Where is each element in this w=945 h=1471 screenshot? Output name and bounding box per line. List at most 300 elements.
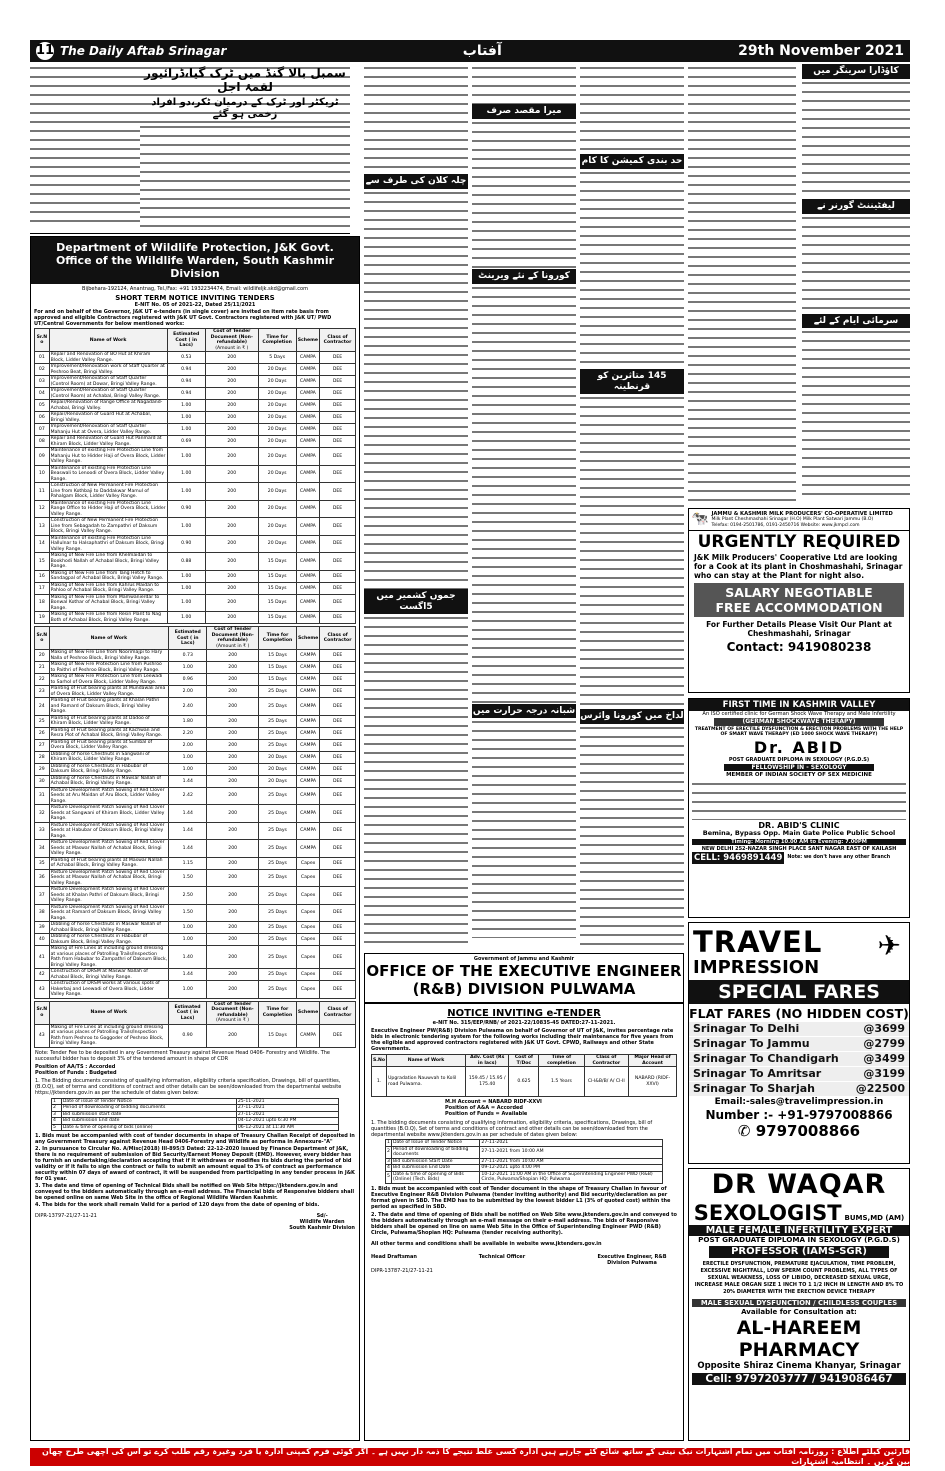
table-cell: 15 Days xyxy=(258,553,296,571)
table-cell: Construction of DRSM at Maswar Nallah of Achabal Block, Bringi Valley Range. xyxy=(49,969,169,981)
table-row xyxy=(35,364,356,376)
table-cell: Maintenance of existing Fire Protection Line from Mahanju Hut to Hidder Haji of Overa Block, Lidder Valley Range. xyxy=(50,448,166,465)
table-header-cell: Class of Contractor xyxy=(320,1001,356,1024)
table-cell: 25 Days xyxy=(259,787,297,805)
table-cell: 200 xyxy=(205,535,258,553)
wildlife-dipr: DIPR-13797-21/27-11-21 xyxy=(35,1213,97,1220)
table-row xyxy=(35,518,356,536)
masthead xyxy=(30,40,910,62)
table-cell: 20 Days xyxy=(258,412,296,424)
schedule-cell: Period of downloading of bidding documents xyxy=(391,1146,479,1158)
table-cell: 200 xyxy=(207,686,259,698)
table-cell: 0.69 xyxy=(167,436,205,448)
article-body xyxy=(364,614,468,944)
table-cell: 15 Days xyxy=(259,674,297,686)
table-cell: 1.00 xyxy=(169,981,207,999)
heading-145: 145 متاثرین کو قرنطینہ xyxy=(580,369,684,395)
table-cell: 25 Days xyxy=(259,869,297,887)
abid-cell: CELL: 9469891449 xyxy=(694,853,783,864)
rb-notice-title: NOTICE INVITING e-TENDER xyxy=(447,1008,601,1019)
table-cell: 5 Days xyxy=(258,352,296,364)
table-cell: 25 Days xyxy=(259,822,297,840)
table-cell: 34 xyxy=(35,840,50,858)
waqar-available: Available for Consultation at: xyxy=(741,1308,857,1317)
article-body xyxy=(580,394,684,709)
table-cell: Making of Fire Lines at including ground dressing at various places of Patrolling Trails/Inspection Path from Peshroo to Goggoder of Peshroo Block, Bringi Valley Range. xyxy=(49,1024,168,1047)
table-cell: DEE xyxy=(320,388,356,400)
rb-govt: Government of Jammu and Kashmir xyxy=(473,956,575,962)
rb-terms xyxy=(365,1184,683,1240)
table-cell: 1.00 xyxy=(167,582,205,594)
table-cell: 31 xyxy=(35,787,50,805)
table-cell: Improvement/Renovation of Staff Quarter (Control Room) at Dowar, Bringi Valley Range. xyxy=(49,376,167,388)
table-cell: 200 xyxy=(205,448,258,466)
table-cell: Planting of Fruit bearing plants at Mundawali area of Overa Block, Lidder Valley Range. xyxy=(49,686,169,698)
table-cell: 200 xyxy=(205,400,258,412)
table-cell: 1.00 xyxy=(167,465,205,483)
table-cell: 15 Days xyxy=(258,612,296,624)
table-cell: DEE xyxy=(320,739,356,751)
table-cell: CAMPA xyxy=(296,570,319,582)
table-cell: Dibbling of horse Chestnuts in Maswar Nallah of Achabal Block, Bringi Valley Range. xyxy=(49,922,169,934)
table-cell: DEE xyxy=(320,869,356,887)
table-cell: 2.00 xyxy=(169,739,207,751)
table-cell: 0.94 xyxy=(167,388,205,400)
table-row xyxy=(35,840,356,858)
table-cell: Capex xyxy=(296,946,319,969)
table-cell: 200 xyxy=(207,887,259,905)
table-cell: 1.50 xyxy=(169,904,207,922)
table-header-cell: Time of completion xyxy=(539,1055,584,1067)
table-cell: 2.00 xyxy=(169,686,207,698)
wildlife-dept-banner xyxy=(31,237,359,284)
table-cell: DEE xyxy=(320,787,356,805)
schedule-cell: 04-12-2021 upto 6:30 PM xyxy=(236,1118,338,1125)
table-cell: DEE xyxy=(320,364,356,376)
table-cell: 200 xyxy=(207,857,259,869)
table-cell: 1.00 xyxy=(167,594,205,612)
table-cell: Pasture Development Patch Sowing of Red Clover Seeds at Maswar Nallah of Achabal Block, Bringi Valley Range. xyxy=(49,869,169,887)
table-header-cell: Cost of T/Doc xyxy=(509,1055,539,1067)
wildlife-pos-funds: Position of Funds : Budgeted xyxy=(35,1069,117,1076)
amount-label: (Amount in ₹ ) xyxy=(215,345,249,351)
table-cell: 37 xyxy=(35,887,50,905)
table-cell: 1.50 xyxy=(169,869,207,887)
table-cell: DEE xyxy=(320,775,356,787)
table-cell: Capex xyxy=(296,981,319,999)
table-cell: 03 xyxy=(35,376,50,388)
table-row xyxy=(35,674,356,686)
table-cell: CAMPA xyxy=(296,424,319,436)
heading-lt-gov: لیفٹیننٹ گورنر نے xyxy=(802,199,910,214)
table-cell: Maintenance of existing Fire Protection Line Hallulnar to Halsaphathri of Daksum Block, Bringi Valley Range. xyxy=(49,535,167,553)
table-cell: 200 xyxy=(205,582,258,594)
table-cell: Upgradation Nauwvah to Kolil road Pulwama. xyxy=(387,1067,466,1097)
term-item: 3. The date and time of opening of Technical Bids shall be notified on Web Site https://jktenders.gov.in and conveyed to the bidders automatically through an e-mail address. The Financial bids of Responsive bidders shall be opened online on same Web Site in the office of Regional Wildlife Warden Kashmir. xyxy=(35,1183,355,1202)
travel-number: Number :- +91-9797008866 xyxy=(705,1107,893,1122)
table-cell: 25 Days xyxy=(259,904,297,922)
table-header-cell: Scheme xyxy=(296,627,319,650)
table-cell: Repair/Renovation of Range Office at Nagadand-Achabal, Bringi Valley. xyxy=(49,400,167,412)
table-cell: 0.625 xyxy=(509,1067,539,1097)
abid-name: Dr. ABID xyxy=(753,737,845,757)
meta-line: Position of Funds = Available xyxy=(445,1111,528,1117)
table-cell: 1.00 xyxy=(169,763,207,775)
table-header-cell: Cost of Tender Document (Non-refundable) (Amount in ₹ ) xyxy=(207,1001,259,1024)
table-cell: Making of New Fire Line from Kahrus Maidan to Pahloo of Achabal Block, Bringi Valley Range. xyxy=(49,582,167,594)
table-cell: Repair and Renovation of Guard Hut Panmard at Khiram Block, Lidder Valley Range. xyxy=(49,436,167,448)
airplane-icon: ✈ xyxy=(877,929,901,962)
table-cell: 1.00 xyxy=(167,483,205,501)
table-cell: 23 xyxy=(35,686,50,698)
table-row xyxy=(35,388,356,400)
table-cell: DEE xyxy=(320,594,356,612)
table-cell: 1.44 xyxy=(169,822,207,840)
schedule-cell: 4 xyxy=(387,1165,390,1170)
table-cell: 200 xyxy=(205,436,258,448)
table-cell: 200 xyxy=(205,412,258,424)
article-body xyxy=(140,123,350,234)
table-cell: CAMPA xyxy=(296,448,319,466)
table-cell: CAMPA xyxy=(296,650,319,662)
table-cell: DEE xyxy=(320,887,356,905)
article-body xyxy=(580,64,684,154)
table-cell: CAMPA xyxy=(296,763,319,775)
table-cell: 159.45 / 15.95 / 175.40 xyxy=(466,1067,509,1097)
table-cell: Capex xyxy=(296,969,319,981)
sign-line: Wildlife Warden xyxy=(299,1219,345,1226)
heading-temperature: شبانہ درجہ حرارت میں xyxy=(472,704,576,719)
table-cell: 1.00 xyxy=(167,412,205,424)
table-row xyxy=(35,662,356,674)
table-cell: 25 xyxy=(35,715,50,727)
schedule-cell: Date & time of opening of Bids (Online) (Tech. Bids) xyxy=(391,1171,479,1183)
table-cell: CAMPA xyxy=(296,662,319,674)
travel-flat: FLAT FARES (NO HIDDEN COST) xyxy=(689,1006,909,1021)
table-cell: 43 xyxy=(35,1024,50,1047)
table-cell: DEE xyxy=(320,822,356,840)
table-cell: DEE xyxy=(320,465,356,483)
table-cell: 20 Days xyxy=(258,424,296,436)
wildlife-table-2 xyxy=(34,626,356,999)
table-cell: Making of New Fire Line from Noorimajpi to Hary Nalla of Peshroo Block, Bringi Valley Range. xyxy=(49,650,169,662)
term-item: 4. The bids for the work shall remain Valid for a period of 120 days from the date of opening of bids. xyxy=(35,1202,320,1209)
table-header-cell: Sr.N o xyxy=(35,1001,50,1024)
table-cell: 43 xyxy=(35,981,50,999)
schedule-cell: Bid submission start date xyxy=(61,1111,236,1118)
table-cell: 25 Days xyxy=(259,887,297,905)
table-cell: 2.40 xyxy=(169,698,207,716)
table-row xyxy=(35,424,356,436)
wildlife-dept-title: Department of Wildlife Protection, J&K Govt. xyxy=(56,241,334,254)
table-cell: Pasture Development Patch Sowing of Red Clover Seeds at Khalan Pathri of Daksum Block, Bringi Valley Range. xyxy=(49,887,169,905)
table-cell: CAMPA xyxy=(296,751,319,763)
table-cell: CAMPA xyxy=(296,594,319,612)
table-cell: 20 Days xyxy=(258,500,296,518)
table-header-cell: Time for Completion xyxy=(259,1001,297,1024)
table-row xyxy=(35,698,356,716)
table-cell: Improvement/Renovation of Staff Quarter (Control Room) at Achabal, Bringi Valley Range. xyxy=(49,388,167,400)
schedule-cell: Bid submission End date xyxy=(61,1118,236,1125)
table-header-cell: Estimated Cost ( in Lacs) xyxy=(167,329,205,352)
wildlife-schedule-table xyxy=(51,1098,339,1132)
schedule-cell: 4 xyxy=(52,1118,62,1125)
table-cell: Dibbling of horse Chestnuts in Sangwani of Khiram Block, Lidder Valley Range. xyxy=(49,751,169,763)
table-cell: 20 Days xyxy=(258,483,296,501)
table-cell: 200 xyxy=(205,594,258,612)
table-cell: 02 xyxy=(35,364,50,376)
wildlife-enit: E-NIT No. 05 of 2021-22, Dated 25/11/2021 xyxy=(134,302,256,309)
table-cell: CAMPA xyxy=(296,805,319,823)
table-cell: 22 xyxy=(35,674,50,686)
table-cell: CAMPA xyxy=(296,500,319,518)
table-cell: 16 xyxy=(35,570,50,582)
table-cell: DEE xyxy=(320,483,356,501)
rb-sign-ee: Executive Engineer, R&B Division Pulwama xyxy=(597,1253,667,1266)
milk-details: For Further Details Please Visit Our Plant at Cheshmashahi, Srinagar xyxy=(706,620,892,639)
meta-line: Position of A&A = Accorded xyxy=(445,1105,523,1111)
table-cell: DEE xyxy=(320,698,356,716)
table-cell: 200 xyxy=(207,715,259,727)
table-cell: 1. xyxy=(372,1067,387,1097)
table-cell: 200 xyxy=(207,922,259,934)
table-cell: Capex xyxy=(296,904,319,922)
page-number: 11 xyxy=(35,43,55,59)
table-cell: 15 Days xyxy=(258,570,296,582)
travel-title-1: TRAVEL xyxy=(693,925,823,959)
table-cell: DEE xyxy=(320,352,356,364)
table-cell: 200 xyxy=(207,674,259,686)
table-cell: 25 Days xyxy=(259,857,297,869)
table-cell: DEE xyxy=(320,969,356,981)
table-cell: Pasture Development Patch Sowing of Red Clover Seeds at Habubar of Daksum Block, Bringi Valley Range. xyxy=(49,822,169,840)
table-cell: 15 Days xyxy=(258,582,296,594)
rb-work-table xyxy=(371,1054,677,1097)
waqar-pharmacy: AL-HAREEM PHARMACY xyxy=(736,1316,862,1361)
table-cell: Making of New Fire Line from Tang Hetch to Sandagpal of Achabal Block, Bringi Valley Range. xyxy=(49,570,167,582)
table-header-cell: Name of Work xyxy=(49,329,167,352)
travel-impression-ad xyxy=(688,922,910,1164)
table-header-cell: Class of Contractor xyxy=(320,627,356,650)
table-cell: DEE xyxy=(320,582,356,594)
term-item: 2. The date and time of opening of Bids shall be notified on Web Site www.jktenders.gov.in and conveyed to the bidders automatically through an e-mail message on their e-mail address. The bids of Responsive bidders shall be opened on line on same Web Site in the Office of Superintending Engineer PWD (R&B) Circle, Pulwama/Shopian HQ: Pulwama (tender receiving authority). xyxy=(371,1211,677,1236)
table-header-cell: Scheme xyxy=(296,329,319,352)
table-cell: DEE xyxy=(320,553,356,571)
table-cell: Pasture Development Patch Sowing of Red Clover Seeds at Sangwani of Khiram Block, Lidder Valley Range. xyxy=(49,805,169,823)
rb-all-terms: All other terms and conditions shall be available in website www.jktenders.gov.in xyxy=(371,1240,602,1247)
article-body xyxy=(472,284,576,704)
table-row xyxy=(35,1024,356,1047)
whatsapp-icon: ✆ xyxy=(737,1122,756,1141)
milk-headline: URGENTLY REQUIRED xyxy=(697,532,901,553)
wildlife-intro: For and on behalf of the Governor, J&K UT e-tenders (in single cover) are invited on item rate basis from approved and eligible Contractors registered with J&K UT Govt. Contractors registered with J&K UT/ PWD UT/Central Governments for below mentioned works: xyxy=(34,309,332,328)
fare-route: Srinagar To Chandigarh xyxy=(693,1052,839,1065)
table-row xyxy=(35,934,356,946)
table-cell: Making of New Fire Protection Line from Pushroo to Paithri of Peshroo Block, Bringi Valley Range. xyxy=(49,662,169,674)
table-cell: Making of New Fire Line from Mamwanierdar to Bonwal Kothar of Achabal Block, Bringi Valley Range. xyxy=(49,594,167,612)
table-cell: Dibbling of horse Chestnuts in Habubar of Daksum Block, Bringi Valley Range. xyxy=(49,934,169,946)
table-row xyxy=(35,594,356,612)
table-cell: CAMPA xyxy=(296,698,319,716)
article-body xyxy=(802,79,910,199)
article-body xyxy=(364,64,468,174)
table-cell: 200 xyxy=(207,763,259,775)
rb-title-1: OFFICE OF THE EXECUTIVE ENGINEER xyxy=(366,962,682,980)
table-cell: DEE xyxy=(320,763,356,775)
abid-treatment: TREATMENT OF ERECTILE DYSFUNCTION & ERECTION PROBLEMS WITH THE HELP OF SMART WAVE THERAPY (ED 1000 SHOCK WAVE THERAPY) xyxy=(694,726,904,738)
table-cell: 20 Days xyxy=(258,436,296,448)
table-cell: DEE xyxy=(320,662,356,674)
table-cell: 200 xyxy=(205,500,258,518)
table-cell: 32 xyxy=(35,805,50,823)
waqar-msd: MALE SEXUAL DYSFUNCTION / CHILDLESS COUPLES xyxy=(692,1299,906,1307)
rb-sign-technical: Technical Officer xyxy=(478,1253,526,1260)
whatsapp-number: 9797008866 xyxy=(755,1122,861,1141)
table-cell: DEE xyxy=(320,1024,356,1047)
table-header-cell: Adv. Cost (Rs in lacs) xyxy=(466,1055,509,1067)
sign-line: South Kashmir Division xyxy=(289,1225,355,1232)
table-cell: CAMPA xyxy=(296,388,319,400)
sign-line: Sd/- xyxy=(316,1213,328,1220)
table-cell: 200 xyxy=(207,1024,259,1047)
table-cell: CAMPA xyxy=(296,582,319,594)
table-cell: 20 Days xyxy=(258,518,296,536)
abid-pgds: POST GRADUATE DIPLOMA IN SEXOLOGY (P.G.D.S) xyxy=(728,756,870,763)
news-truck-accident xyxy=(30,64,350,234)
table-cell: 0.73 xyxy=(169,650,207,662)
headline-truck: سمبل بالا گنڈ میں ٹرک گیا،ڈرائیور لقمۂ اجل xyxy=(144,66,346,95)
heading-covid-variant: کورونا کے نئے ویرینٹ xyxy=(472,269,576,284)
table-cell: 1.00 xyxy=(167,448,205,466)
table-cell: 200 xyxy=(207,969,259,981)
rb-sign-draftsman: Head Draftsman xyxy=(371,1253,417,1260)
fare-route: Srinagar To Jammu xyxy=(693,1037,810,1050)
table-cell: DEE xyxy=(320,612,356,624)
fare-price: @22500 xyxy=(855,1082,905,1095)
table-row xyxy=(35,582,356,594)
table-row xyxy=(35,500,356,518)
article-body xyxy=(580,724,684,949)
fare-row xyxy=(689,1067,909,1081)
table-cell: Maintenance of existing Fire Protection Line Range Office to Hidder Haji of Overa Block, Lidder Valley Range. xyxy=(50,500,166,517)
fare-price: @2799 xyxy=(863,1037,905,1050)
schedule-cell: 27-11-2021 from 10:00 AM xyxy=(480,1158,663,1165)
table-cell: CAMPA xyxy=(296,518,319,536)
abid-iso: An ISO certified clinic for German Shock Wave Therapy and Male Infertility xyxy=(702,711,896,718)
table-cell: 200 xyxy=(207,946,259,969)
table-cell: 28 xyxy=(35,751,50,763)
table-cell: 1.80 xyxy=(169,715,207,727)
table-cell: 1.00 xyxy=(167,424,205,436)
table-cell: 1.00 xyxy=(169,922,207,934)
fare-price: @3499 xyxy=(863,1052,905,1065)
table-row xyxy=(35,969,356,981)
table-header-cell: Cost of Tender Document (Non-refundable) (Amount in ₹ ) xyxy=(207,627,259,650)
table-cell: 200 xyxy=(207,662,259,674)
schedule-cell: 5 xyxy=(52,1124,62,1131)
table-cell: 25 Days xyxy=(259,946,297,969)
fare-row xyxy=(689,1037,909,1051)
schedule-cell: Bid submission Start Date xyxy=(391,1158,479,1165)
table-cell: 25 Days xyxy=(259,686,297,698)
table-cell: 200 xyxy=(205,553,258,571)
table-cell: CAMPA xyxy=(296,787,319,805)
table-row xyxy=(35,686,356,698)
table-cell: 07 xyxy=(35,424,50,436)
table-cell: 20 Days xyxy=(258,388,296,400)
schedule-cell: 27-11-2021 xyxy=(236,1111,338,1118)
footer-text: قارئین کیلئے اطلاع : روزنامہ آفتاب میں تمام اشتہارات نیک نیتی کے ساتھ شائع کئے جارہے ہیں ادارہ کسی غلط نتیجے کا ذمہ دار نہیں ہے ۔ اگر کوئی فرم کمپنی ادارہ یا فرد وغیرہ رقم طلب کرے تو اس کی اچھی طرح چھان بین کریں ۔ انتظامیہ اشتہارات xyxy=(42,1448,910,1466)
table-cell: CAMPA xyxy=(296,553,319,571)
table-cell: 200 xyxy=(205,388,258,400)
table-cell: 25 Days xyxy=(259,698,297,716)
table-header-cell: Time for Completion xyxy=(258,329,296,352)
abid-fellow: FELLOWSHIP IN - SEXOLOGY xyxy=(724,764,874,771)
fare-route: Srinagar To Amritsar xyxy=(693,1067,822,1080)
table-cell: 200 xyxy=(207,698,259,716)
schedule-cell: 09-12-2021 upto 4:00 PM xyxy=(480,1165,663,1172)
abid-member: MEMBER OF INDIAN SOCIETY OF SEX MEDICINE xyxy=(726,771,872,778)
waqar-title-1: DR WAQAR xyxy=(711,1169,887,1200)
paper-logo: آفتاب xyxy=(462,42,502,59)
table-cell: 25 Days xyxy=(259,805,297,823)
urdu-news-columns xyxy=(364,64,684,949)
table-cell: CAMPA xyxy=(296,674,319,686)
table-cell: 200 xyxy=(205,376,258,388)
rb-intro: Executive Engineer PW(R&B) Division Pulwama on behalf of Governor of UT of J&K, invites percentage rate bids in electronic tendering system for the following works including their maintenance for five years from the eligible and approved contractors registered with J&K UT Govt. CPWD, Railways and other State Governments. xyxy=(371,1028,674,1052)
table-cell: 09 xyxy=(35,448,50,466)
table-cell: CAMPA xyxy=(296,727,319,739)
amount-label: (Amount in ₹ ) xyxy=(215,1018,250,1024)
table-header-cell: Sr.N o xyxy=(35,627,50,650)
table-cell: 200 xyxy=(205,483,258,501)
table-row xyxy=(35,448,356,466)
table-cell: Construction of New Permanent Fire Protection Line from Kothbaji to Daddakwar Mamul of Pahalgam Block, Lidder Valley Range. xyxy=(49,483,167,501)
heading-chilla: چلہ کلان کی طرف سے xyxy=(364,174,468,189)
amount-label: (Amount in ₹ ) xyxy=(216,643,250,649)
table-row xyxy=(35,553,356,571)
table-cell: 04 xyxy=(35,388,50,400)
table-cell: 1.00 xyxy=(169,751,207,763)
table-header-cell: Scheme xyxy=(296,1001,319,1024)
table-cell: 1.00 xyxy=(167,518,205,536)
table-cell: 2.42 xyxy=(169,787,207,805)
table-cell: CAMPA xyxy=(296,352,319,364)
wildlife-pos-aa: Position of AA/TS : Accorded xyxy=(35,1063,116,1070)
table-cell: CAMPA xyxy=(296,400,319,412)
travel-title-2: IMPRESSION xyxy=(693,957,820,978)
table-cell: 25 Days xyxy=(259,981,297,999)
table-header-cell: Name of Work xyxy=(49,1001,168,1024)
table-cell: 15 Days xyxy=(259,650,297,662)
table-row xyxy=(35,763,356,775)
table-cell: CAMPA xyxy=(296,1024,319,1047)
table-cell: DEE xyxy=(320,400,356,412)
table-cell: 08 xyxy=(35,436,50,448)
fare-price: @3199 xyxy=(863,1067,905,1080)
table-row xyxy=(35,715,356,727)
wildlife-table-1 xyxy=(34,328,356,624)
table-row xyxy=(35,436,356,448)
table-cell: 0.90 xyxy=(169,1024,207,1047)
table-cell: 1.44 xyxy=(169,840,207,858)
table-header-cell: S.No xyxy=(372,1055,387,1067)
table-cell: 20 Days xyxy=(258,448,296,466)
table-cell: Planting of Fruit bearing plants at Kachwan and Resra Plot of Achabal Block, Bringi Valley Range. xyxy=(49,727,169,739)
article-body xyxy=(802,328,910,498)
fare-row xyxy=(689,1022,909,1036)
table-cell: Construction of New Permanent Fire Protection Line from Sebagadah to Zampathri of Daksum Block, Bringi Valley Range. xyxy=(49,518,167,536)
